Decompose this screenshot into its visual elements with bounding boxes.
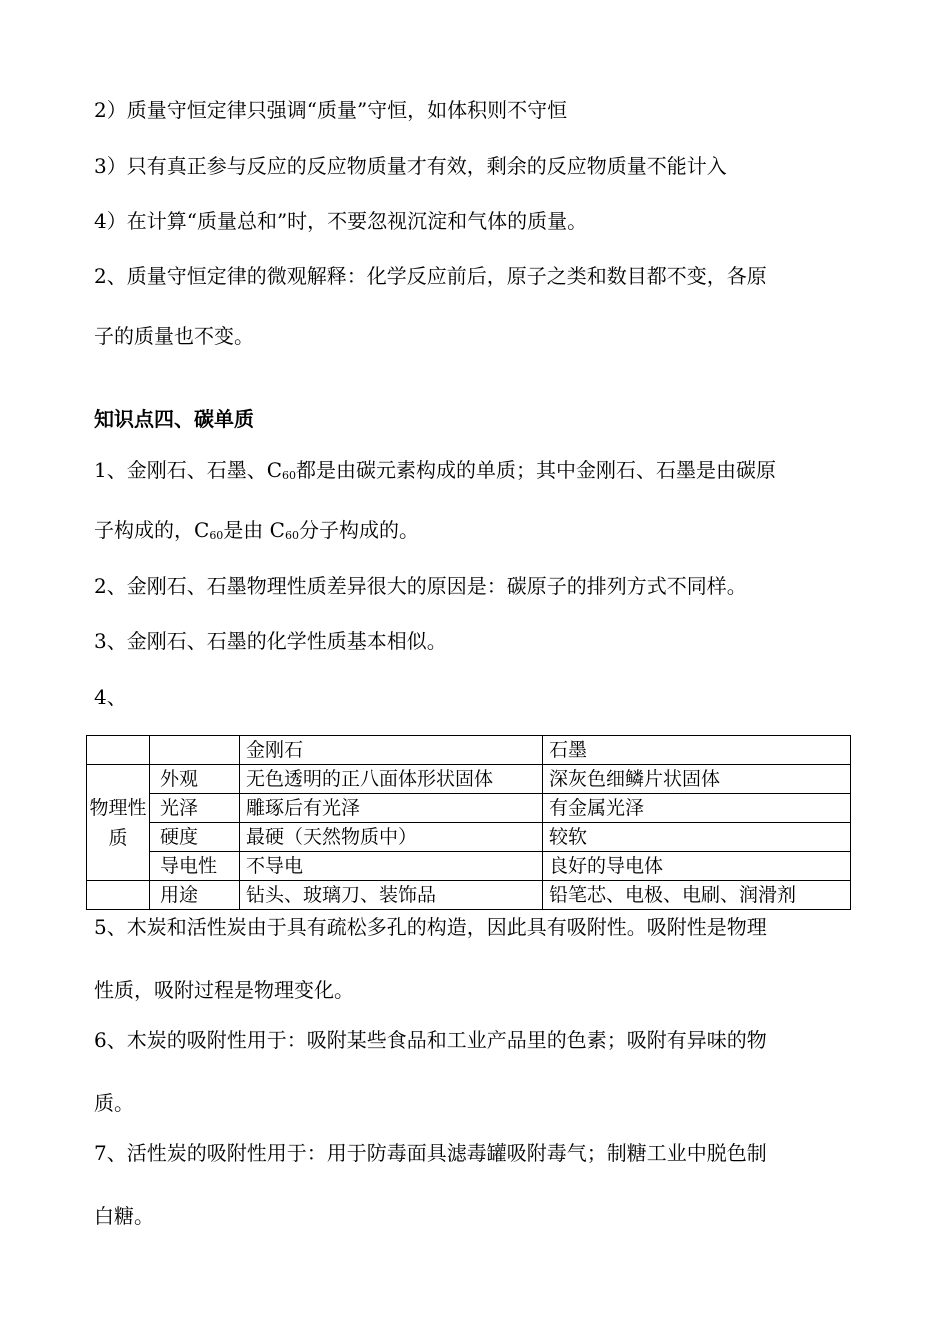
table-cell: 钻头、玻璃刀、装饰品 (240, 881, 543, 910)
table-cell: 最硬（天然物质中） (240, 823, 543, 852)
carbon-properties-table (86, 735, 851, 910)
text-fragment: 1、金刚石、石墨、C (94, 458, 283, 482)
text-line (94, 456, 864, 484)
table-cell: 无色透明的正八面体形状固体 (240, 765, 543, 794)
text-fragment: 是由 C (223, 518, 285, 542)
text-line: 白糖。 (94, 1204, 154, 1228)
text-line: 性质，吸附过程是物理变化。 (94, 978, 354, 1002)
table-row (87, 852, 851, 881)
text-line: 2、质量守恒定律的微观解释：化学反应前后，原子之类和数目都不变，各原 (94, 264, 767, 288)
text-fragment: 分子构成的。 (298, 518, 419, 542)
text-line: 4、 (94, 685, 127, 709)
table-cell (87, 881, 150, 910)
text-line: 质。 (94, 1091, 134, 1115)
text-line: 5、木炭和活性炭由于具有疏松多孔的构造，因此具有吸附性。吸附性是物理 (94, 915, 767, 939)
subscript: 60 (282, 469, 297, 482)
column-header-graphite: 石墨 (543, 736, 851, 765)
table-cell: 雕琢后有光泽 (240, 794, 543, 823)
table-cell-attribute: 光泽 (150, 794, 240, 823)
table-cell-attribute: 导电性 (150, 852, 240, 881)
table-cell (150, 736, 240, 765)
text-line: 3）只有真正参与反应的反应物质量才有效，剩余的反应物质量不能计入 (94, 154, 727, 178)
table-cell: 铅笔芯、电极、电刷、润滑剂 (543, 881, 851, 910)
text-line: 4）在计算“质量总和”时，不要忽视沉淀和气体的质量。 (94, 209, 588, 233)
text-line (94, 516, 864, 544)
table-row (87, 881, 851, 910)
text-line: 7、活性炭的吸附性用于：用于防毒面具滤毒罐吸附毒气；制糖工业中脱色制 (94, 1141, 767, 1165)
table-cell-attribute: 硬度 (150, 823, 240, 852)
table-cell-attribute: 外观 (150, 765, 240, 794)
text-line: 子的质量也不变。 (94, 324, 254, 348)
table-row (87, 765, 851, 794)
table-cell-attribute: 用途 (150, 881, 240, 910)
table-cell: 有金属光泽 (543, 794, 851, 823)
text-line: 6、木炭的吸附性用于：吸附某些食品和工业产品里的色素；吸附有异味的物 (94, 1028, 767, 1052)
column-header-diamond: 金刚石 (240, 736, 543, 765)
text-line: 2）质量守恒定律只强调“质量”守恒，如体积则不守恒 (94, 98, 568, 122)
table-cell: 不导电 (240, 852, 543, 881)
row-group-label: 物理性质 (87, 765, 150, 881)
text-line: 3、金刚石、石墨的化学性质基本相似。 (94, 629, 447, 653)
table-header-row (87, 736, 851, 765)
table-row (87, 823, 851, 852)
text-line: 2、金刚石、石墨物理性质差异很大的原因是：碳原子的排列方式不同样。 (94, 574, 747, 598)
table-cell: 良好的导电体 (543, 852, 851, 881)
table-cell (87, 736, 150, 765)
subscript: 60 (284, 529, 299, 542)
section-heading: 知识点四、碳单质 (94, 407, 254, 431)
table-row (87, 794, 851, 823)
table-cell: 深灰色细鳞片状固体 (543, 765, 851, 794)
text-fragment: 都是由碳元素构成的单质；其中金刚石、石墨是由碳原 (296, 458, 777, 482)
table-cell: 较软 (543, 823, 851, 852)
subscript: 60 (209, 529, 224, 542)
text-fragment: 子构成的，C (94, 518, 210, 542)
